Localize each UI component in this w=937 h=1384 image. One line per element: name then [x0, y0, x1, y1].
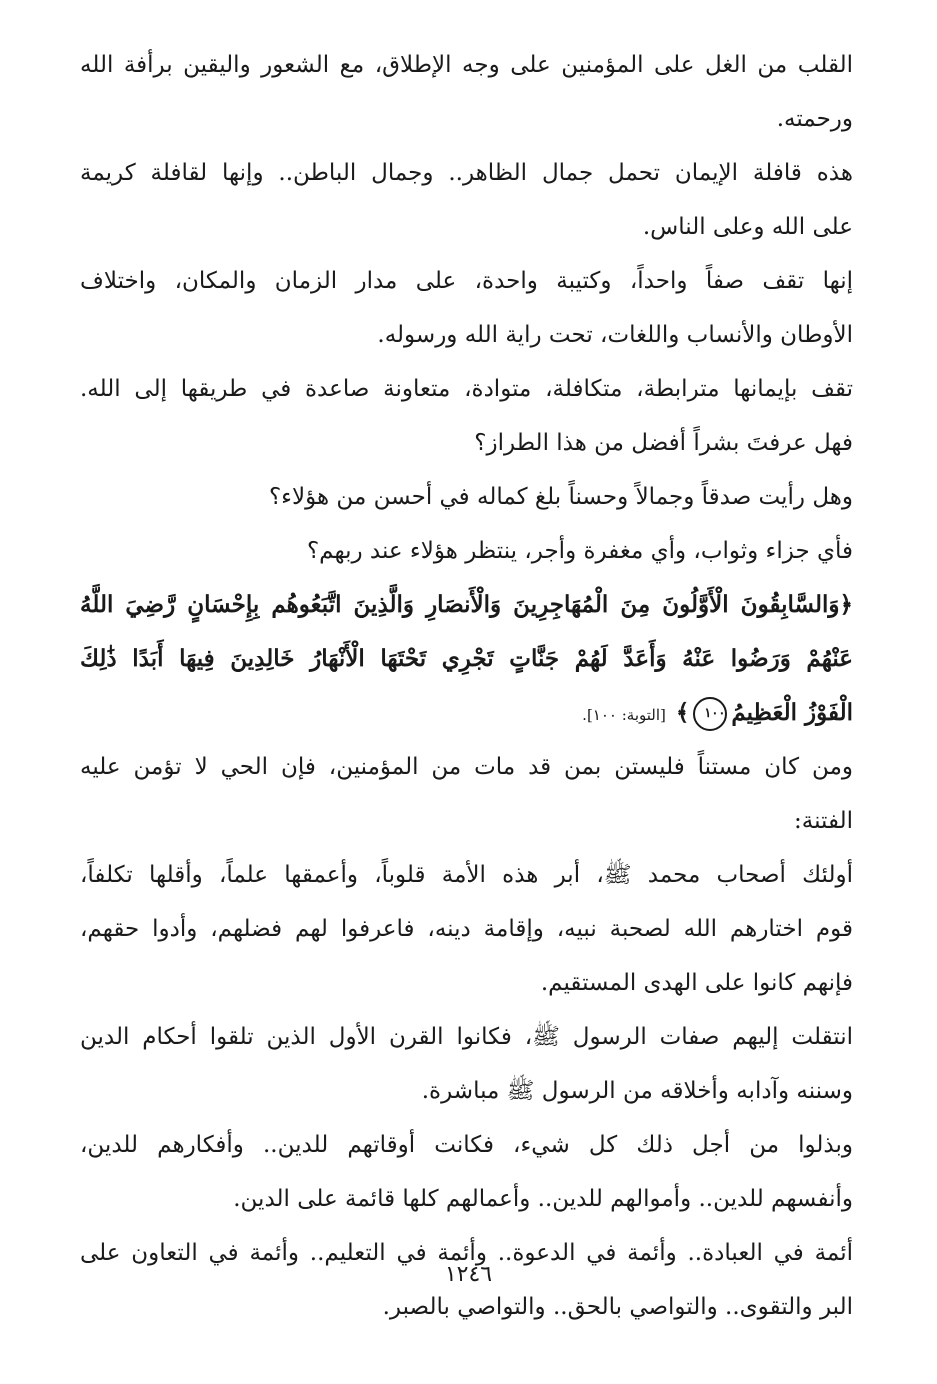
text-line: القلب من الغل على المؤمنين على وجه الإطلاق، مع الشعور واليقين برأفة الله: [80, 52, 853, 78]
text-line: تقف بإيمانها مترابطة، متكافلة، متوادة، متعاونة صاعدة في طريقها إلى الله.: [80, 376, 853, 402]
text-line: وسننه وآدابه وأخلاقه من الرسول ﷺ مباشرة.: [421, 1078, 853, 1104]
text-line: أئمة في العبادة.. وأئمة في الدعوة.. وأئمة في التعليم.. وأئمة في التعاون على: [80, 1240, 853, 1266]
text-line: فإنهم كانوا على الهدى المستقيم.: [540, 970, 853, 996]
text-line: فهل عرفتَ بشراً أفضل من هذا الطراز؟: [474, 430, 853, 456]
text-line: الأوطان والأنساب واللغات، تحت راية الله ورسوله.: [377, 322, 853, 348]
closing-bracket: ﴾: [675, 699, 690, 726]
text-line: أولئك أصحاب محمد ﷺ، أبر هذه الأمة قلوباً، وأعمقها علماً، وأقلها تكلفاً،: [80, 862, 853, 888]
quran-verse-line: ﴿وَالسَّابِقُونَ الْأَوَّلُونَ مِنَ الْمُهَاجِرِينَ وَالْأَنصَارِ وَالَّذِينَ اتَّبَعُوهُم بِإِحْسَانٍ رَّضِيَ اللَّهُ: [80, 591, 853, 618]
quran-verse-text: الْفَوْزُ الْعَظِيمُ: [731, 699, 853, 726]
quran-verse-line: عَنْهُمْ وَرَضُوا عَنْهُ وَأَعَدَّ لَهُمْ جَنَّاتٍ تَجْرِي تَحْتَهَا الْأَنْهَارُ خَالِدِينَ فِيهَا أَبَدًا ذَٰلِكَ: [80, 645, 853, 672]
text-line: البر والتقوى.. والتواصي بالحق.. والتواصي بالصبر.: [382, 1294, 853, 1320]
text-line: إنها تقف صفاً واحداً، وكتيبة واحدة، على مدار الزمان والمكان، واختلاف: [80, 268, 853, 294]
text-line: وأنفسهم للدين.. وأموالهم للدين.. وأعمالهم كلها قائمة على الدين.: [233, 1186, 853, 1212]
text-line: على الله وعلى الناس.: [642, 214, 853, 240]
text-line: وهل رأيت صدقاً وجمالاً وحسناً بلغ كماله في أحسن من هؤلاء؟: [268, 484, 853, 510]
text-line: قوم اختارهم الله لصحبة نبيه، وإقامة دينه، فاعرفوا لهم فضلهم، وأدوا حقهم،: [80, 916, 853, 942]
verse-reference: [التوبة: ١٠٠].: [582, 706, 666, 724]
page-body: [80, 38, 853, 1334]
text-line: وبذلوا من أجل ذلك كل شيء، فكانت أوقاتهم للدين.. وأفكارهم للدين،: [80, 1132, 853, 1158]
ayah-number-marker: ١٠٠: [693, 697, 727, 731]
text-line: فأي جزاء وثواب، وأي مغفرة وأجر، ينتظر هؤلاء عند ربهم؟: [306, 538, 853, 564]
quran-verse-line-end: [80, 686, 853, 740]
text-line: انتقلت إليهم صفات الرسول ﷺ، فكانوا القرن الأول الذين تلقوا أحكام الدين: [80, 1024, 853, 1050]
text-line: ورحمته.: [776, 106, 853, 132]
text-line: ومن كان مستناً فليستن بمن قد مات من المؤمنين، فإن الحي لا تؤمن عليه: [80, 754, 853, 780]
text-line: الفتنة:: [794, 808, 853, 834]
text-line: هذه قافلة الإيمان تحمل جمال الظاهر.. وجمال الباطن.. وإنها لقافلة كريمة: [80, 160, 853, 186]
page-number: ١٢٤٦: [444, 1262, 493, 1287]
